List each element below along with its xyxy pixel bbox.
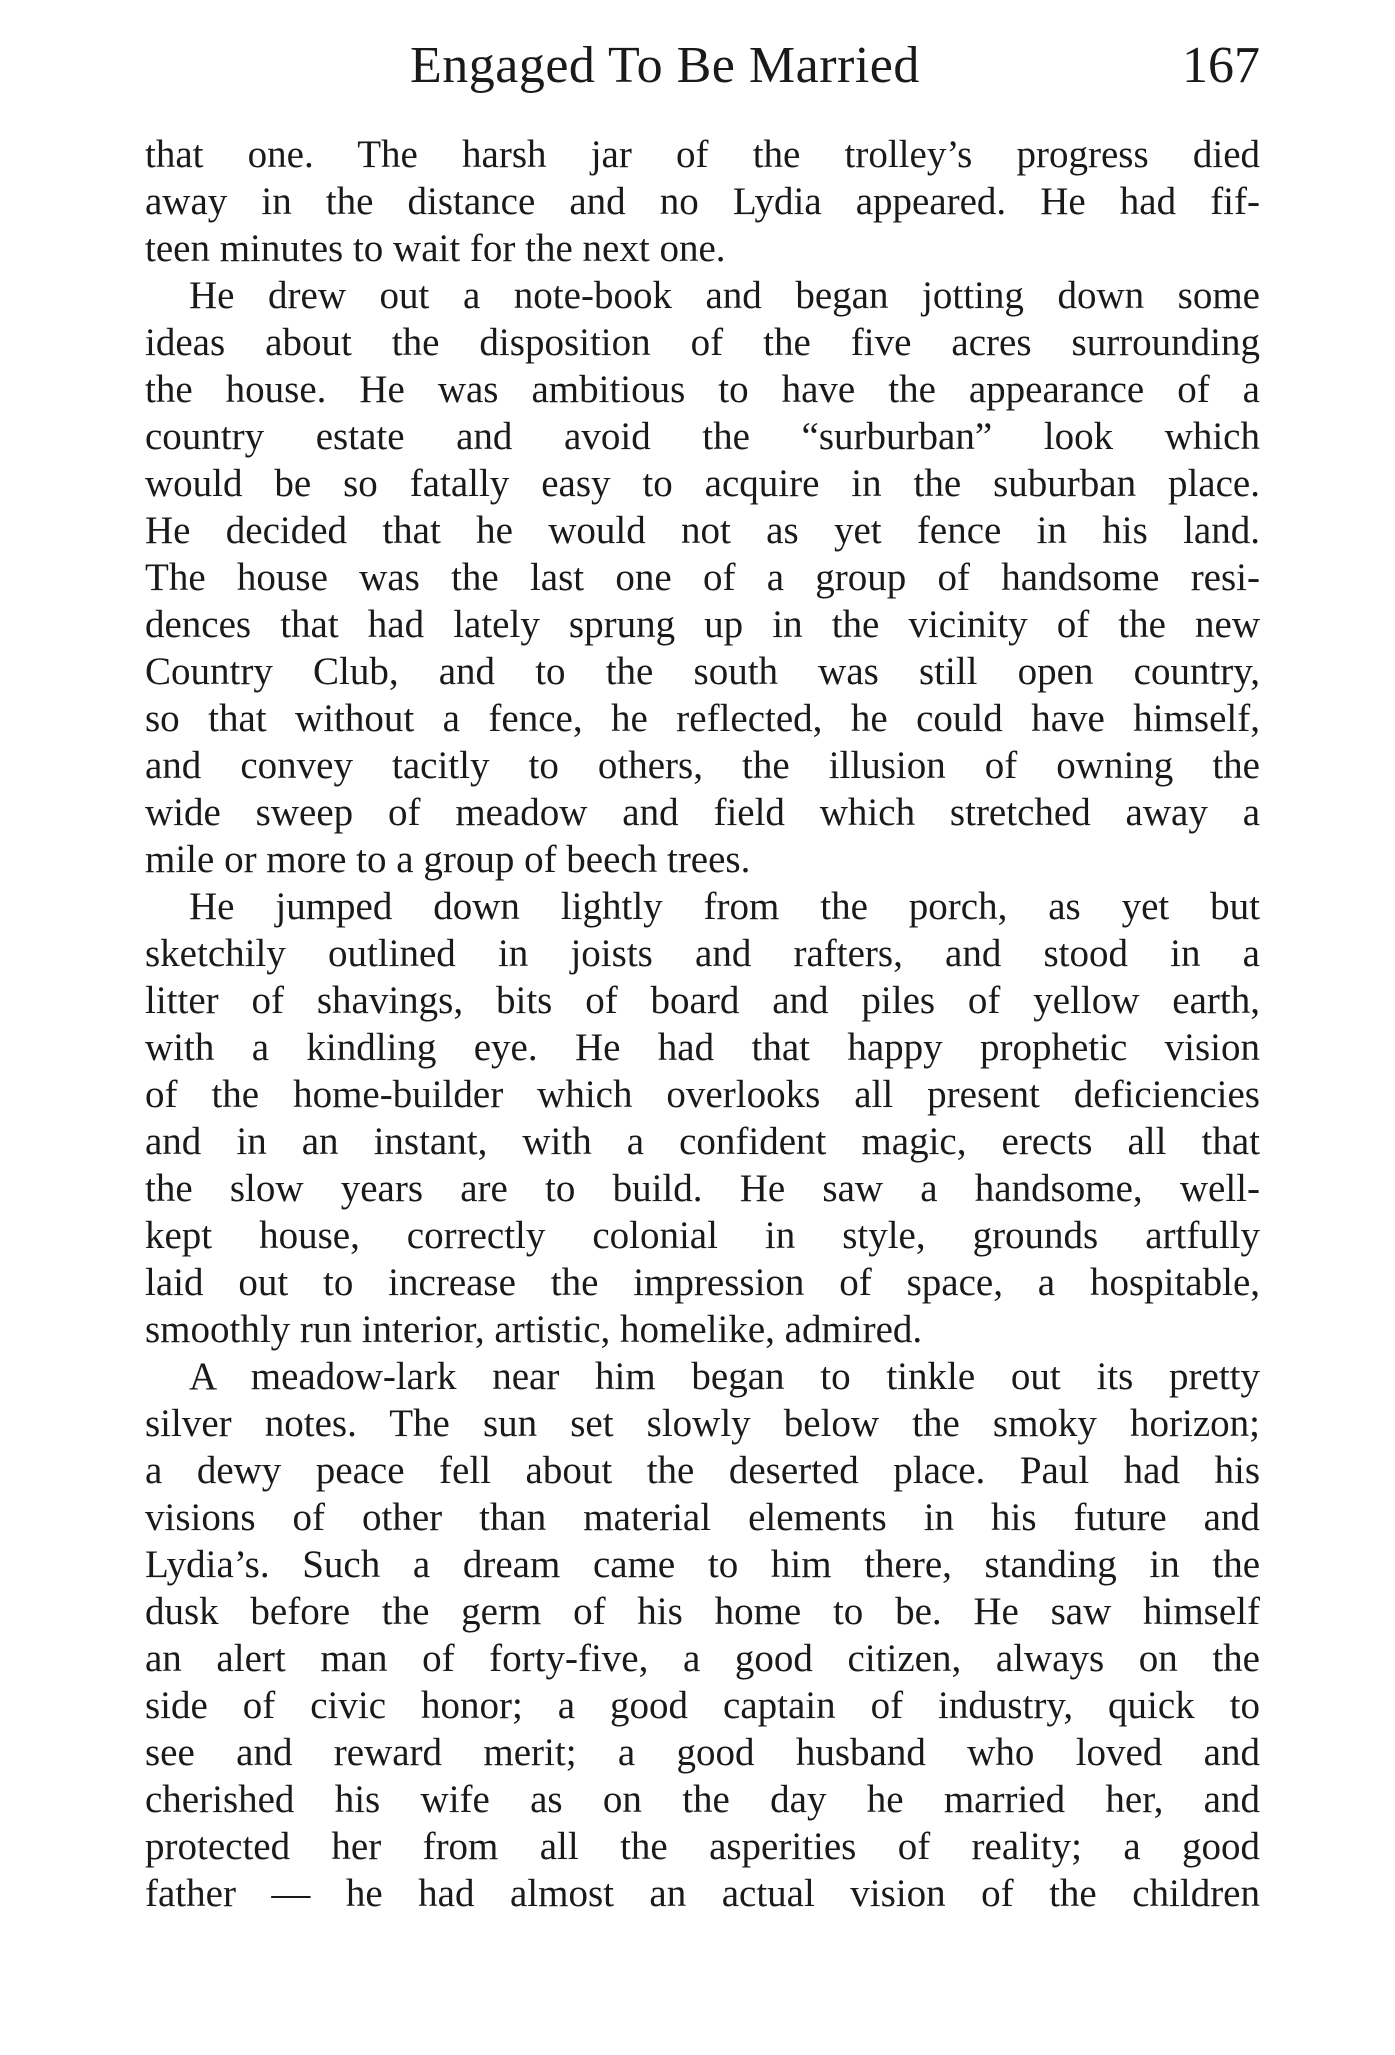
text-line: country estate and avoid the “surburban” look which — [145, 415, 1260, 458]
text-line: and in an instant, with a confident magic, erects all that — [145, 1120, 1260, 1163]
text-line: side of civic honor; a good captain of industry, quick to — [145, 1684, 1260, 1727]
text-line: that one. The harsh jar of the trolley’s progress died — [145, 133, 1260, 176]
text-line: of the home-builder which overlooks all present deficiencies — [145, 1073, 1260, 1116]
text-line: away in the distance and no Lydia appeared. He had fif- — [145, 180, 1260, 223]
text-line: litter of shavings, bits of board and piles of yellow earth, — [145, 979, 1260, 1022]
text-line: The house was the last one of a group of handsome resi- — [145, 556, 1260, 599]
text-line: laid out to increase the impression of space, a hospitable, — [145, 1261, 1260, 1304]
text-line: He decided that he would not as yet fence in his land. — [145, 509, 1260, 552]
text-line: He jumped down lightly from the porch, as yet but — [189, 885, 1260, 928]
text-line: so that without a fence, he reflected, he could have himself, — [145, 697, 1260, 740]
text-line: an alert man of forty-five, a good citizen, always on the — [145, 1637, 1260, 1680]
text-line: dusk before the germ of his home to be. He saw himself — [145, 1590, 1260, 1633]
running-title: Engaged To Be Married — [410, 37, 920, 94]
text-line: He drew out a note-book and began jotting down some — [189, 274, 1260, 317]
text-line: dences that had lately sprung up in the vicinity of the new — [145, 603, 1260, 646]
text-line: smoothly run interior, artistic, homelike, admired. — [145, 1308, 923, 1351]
text-line: and convey tacitly to others, the illusion of owning the — [145, 744, 1260, 787]
text-line: kept house, correctly colonial in style, grounds artfully — [145, 1214, 1260, 1257]
text-line: visions of other than material elements in his future and — [145, 1496, 1260, 1539]
text-line: see and reward merit; a good husband who loved and — [145, 1731, 1260, 1774]
page-header — [145, 36, 1260, 96]
text-line: teen minutes to wait for the next one. — [145, 227, 726, 270]
text-line: ideas about the disposition of the five acres surrounding — [145, 321, 1260, 364]
text-line: sketchily outlined in joists and rafters, and stood in a — [145, 932, 1260, 975]
text-line: the house. He was ambitious to have the appearance of a — [145, 368, 1260, 411]
page-number: 167 — [1182, 37, 1260, 94]
text-line: mile or more to a group of beech trees. — [145, 838, 751, 881]
text-line: silver notes. The sun set slowly below the smoky horizon; — [145, 1402, 1260, 1445]
text-line: protected her from all the asperities of reality; a good — [145, 1825, 1260, 1868]
text-line: wide sweep of meadow and field which stretched away a — [145, 791, 1260, 834]
text-line: cherished his wife as on the day he married her, and — [145, 1778, 1260, 1821]
text-line: would be so fatally easy to acquire in the suburban place. — [145, 462, 1260, 505]
text-line: Lydia’s. Such a dream came to him there, standing in the — [145, 1543, 1260, 1586]
text-line: a dewy peace fell about the deserted place. Paul had his — [145, 1449, 1260, 1492]
text-line: the slow years are to build. He saw a handsome, well- — [145, 1167, 1260, 1210]
text-line: A meadow-lark near him began to tinkle out its pretty — [189, 1355, 1260, 1398]
body-text — [145, 131, 1260, 1917]
text-line: father — he had almost an actual vision of the children — [145, 1872, 1260, 1915]
text-line: Country Club, and to the south was still open country, — [145, 650, 1260, 693]
text-line: with a kindling eye. He had that happy prophetic vision — [145, 1026, 1260, 1069]
